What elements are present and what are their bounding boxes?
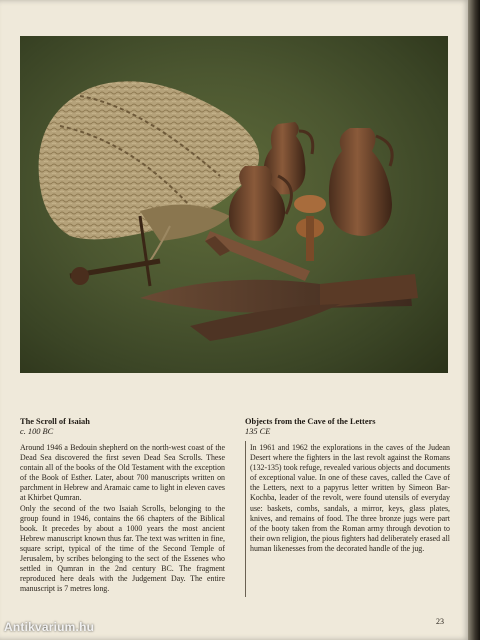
watermark: Antikvarium.hu xyxy=(4,620,95,634)
artifacts-illustration xyxy=(20,36,448,373)
page-number: 23 xyxy=(436,617,444,626)
artifacts-photograph xyxy=(20,36,448,373)
article-paragraph: In 1961 and 1962 the explorations in the caves of the Judean Desert where the fighters in the last revolt against the Romans (132-135) took refuge, revealed various objects and documents of exceptional value. In one of these caves, called the Cave of the Letters, next to a papyrus letter written by Simeon Bar-Kochba, leader of the revolt, were found utensils of everyday use: baskets, combs, sandals, a mirror, keys, glass plates, knives, and remains of food. The three bronze jugs were part of the booty taken from the Roman army through devotion to their own religion, the pious fighters had deliberately erased all human likenesses from the decorated handle of the jug. xyxy=(250,443,450,553)
article-paragraph: Around 1946 a Bedouin shepherd on the north-west coast of the Dead Sea discovered the first seven Dead Sea Scrolls. These contain all of the books of the Old Testament with the exception of the Book of Esther. Later, about 700 manuscripts written on parchment in Hebrew and Aramaic came to light in eleven caves at Khirbet Qumran. xyxy=(20,443,225,503)
article-heading: The Scroll of Isaiah xyxy=(20,417,90,426)
article-heading: Objects from the Cave of the Letters xyxy=(245,417,376,426)
bronze-jug xyxy=(329,128,392,236)
scroll-of-isaiah-article xyxy=(20,417,225,594)
article-paragraph: Only the second of the two Isaiah Scrolls, belonging to the group found in 1946, contains the 66 chapters of the Biblical book. It precedes by about a 1000 years the most ancient Hebrew manuscript known thus far. The text was written in fine, square script, typical of the time of the Second Temple of Jerusalem, by scribes belonging to the sect of the Essenes who settled in Qumran in the 2nd century BC. The fragment reproduced here deals with the Judgement Day. The entire manuscript is 7 metres long. xyxy=(20,503,225,594)
book-spine-edge xyxy=(468,0,480,640)
basket xyxy=(39,81,260,261)
cave-of-letters-article xyxy=(245,417,450,554)
article-date: 135 CE xyxy=(245,427,271,436)
article-date: c. 100 BC xyxy=(20,427,54,436)
article-body-frame xyxy=(245,443,450,554)
knife xyxy=(140,274,418,341)
